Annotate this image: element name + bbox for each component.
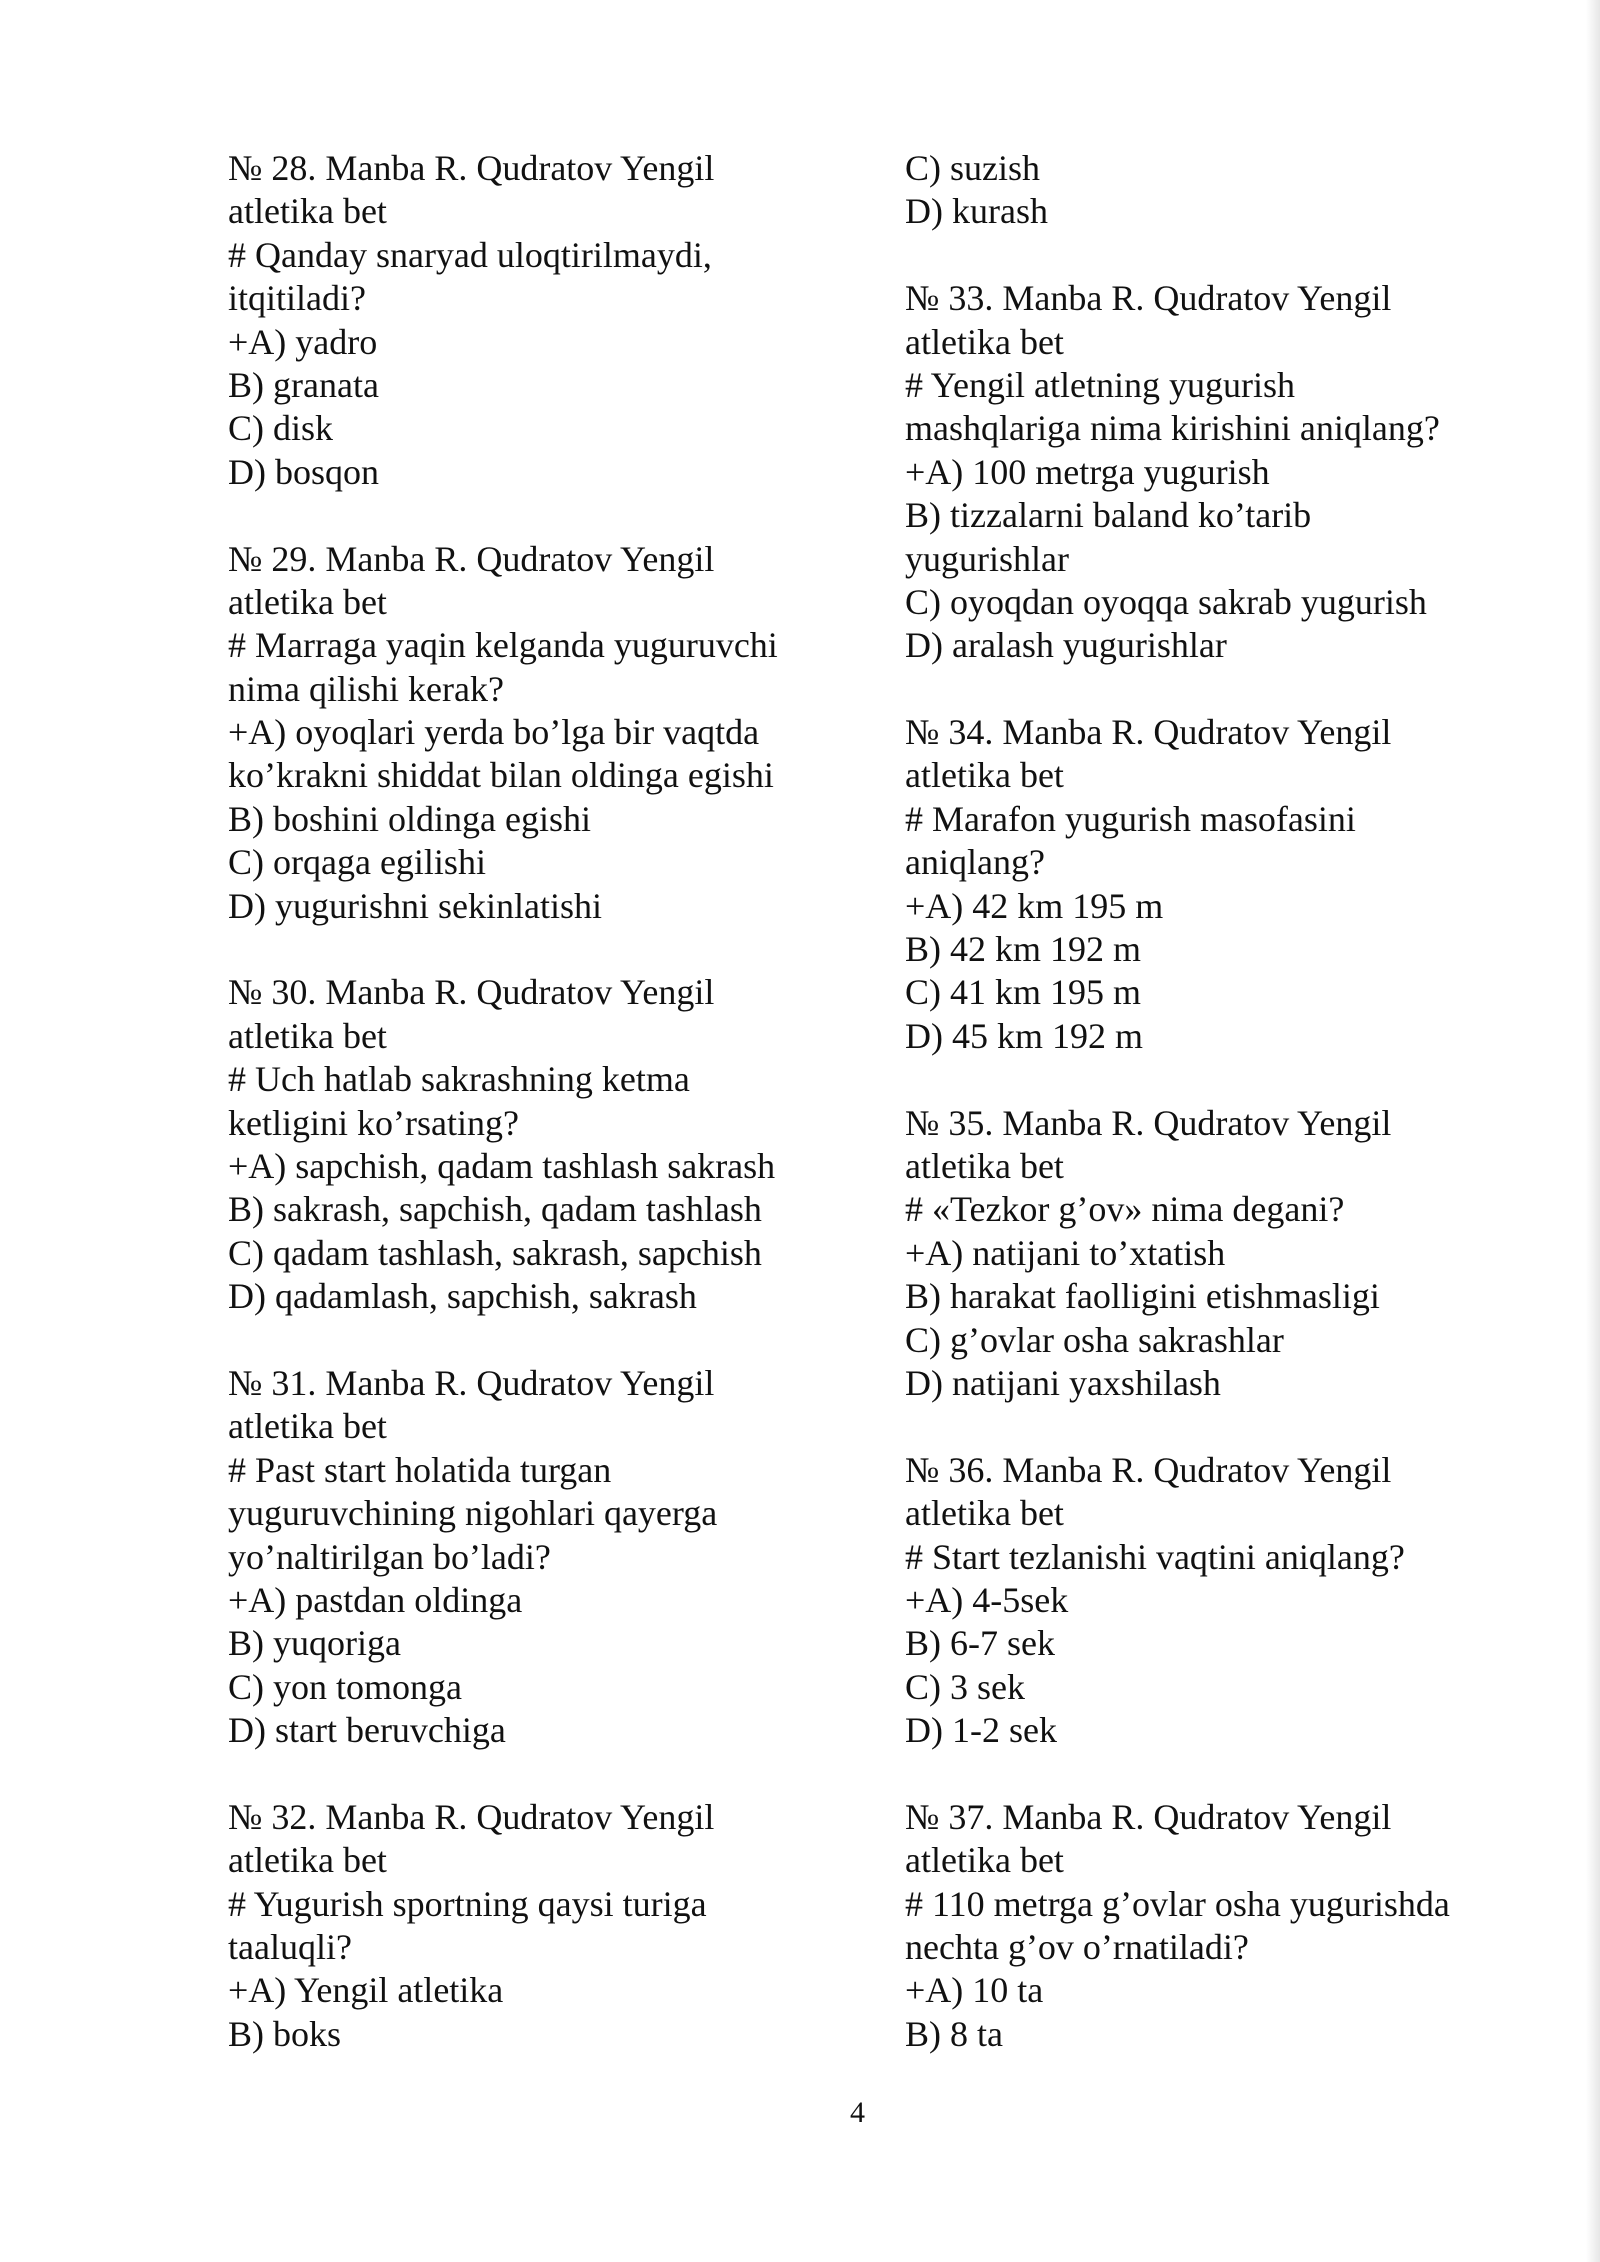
question-source-line: atletika bet	[905, 321, 1064, 362]
block-gap	[228, 1752, 908, 1795]
answer-option-line: +A) 4-5sek	[905, 1579, 1069, 1620]
question-text-line: # Past start holatida turgan	[228, 1449, 612, 1490]
question-text-line: yo’naltirilgan bo’ladi?	[228, 1536, 551, 1577]
answer-option-line: B) harakat faolligini etishmasligi	[905, 1276, 1380, 1317]
block-gap	[228, 928, 908, 971]
answer-option-line: +A) natijani to’xtatish	[905, 1232, 1226, 1273]
right-column	[905, 147, 1585, 2056]
question-block	[905, 1102, 1585, 1406]
answer-option-line: C) 3 sek	[905, 1666, 1025, 1707]
left-column	[228, 147, 908, 2056]
question-text-line: # «Tezkor g’ov» nima degani?	[905, 1189, 1345, 1230]
block-gap	[905, 668, 1585, 711]
question-text-line: # 110 metrga g’ovlar osha yugurishda	[905, 1883, 1450, 1924]
question-text-line: # Qanday snaryad uloqtirilmaydi,	[228, 234, 712, 275]
question-block	[228, 1796, 908, 2056]
answer-option-line: +A) oyoqlari yerda bo’lga bir vaqtda	[228, 712, 760, 753]
answer-option-line: D) kurash	[905, 191, 1048, 232]
question-source-line: № 33. Manba R. Qudratov Yengil	[905, 278, 1392, 319]
answer-option-line: C) disk	[228, 408, 334, 449]
question-block	[905, 1449, 1585, 1753]
answer-option-line: B) 42 km 192 m	[905, 929, 1142, 970]
question-block	[228, 538, 908, 929]
answer-option-line: +A) pastdan oldinga	[228, 1579, 523, 1620]
answer-option-line: yugurishlar	[905, 538, 1069, 579]
answer-option-line: C) orqaga egilishi	[228, 842, 486, 883]
question-text-line: yuguruvchining nigohlari qayerga	[228, 1493, 718, 1534]
answer-option-line: +A) 10 ta	[905, 1970, 1044, 2011]
answer-option-line: C) suzish	[905, 148, 1040, 188]
answer-option-line: D) yugurishni sekinlatishi	[228, 885, 602, 926]
answer-option-line: +A) sapchish, qadam tashlash sakrash	[228, 1145, 776, 1186]
question-text-line: # Yugurish sportning qaysi turiga	[228, 1883, 707, 1924]
answer-option-line: +A) 42 km 195 m	[905, 885, 1164, 926]
question-source-line: № 35. Manba R. Qudratov Yengil	[905, 1102, 1392, 1143]
question-text-line: itqitiladi?	[228, 278, 366, 319]
question-source-line: № 34. Manba R. Qudratov Yengil	[905, 712, 1392, 753]
answer-option-line: D) natijani yaxshilash	[905, 1362, 1221, 1403]
question-text-line: # Start tezlanishi vaqtini aniqlang?	[905, 1536, 1405, 1577]
question-source-line: atletika bet	[228, 1015, 387, 1056]
question-text-line: ketligini ko’rsating?	[228, 1102, 519, 1143]
answer-option-line: C) qadam tashlash, sakrash, sapchish	[228, 1232, 762, 1273]
block-gap	[228, 494, 908, 537]
question-source-line: № 29. Manba R. Qudratov Yengil	[228, 538, 715, 579]
question-source-line: № 28. Manba R. Qudratov Yengil	[228, 148, 715, 188]
answer-option-line: D) bosqon	[228, 451, 379, 492]
question-text-line: taaluqli?	[228, 1927, 352, 1968]
question-block	[905, 1796, 1585, 2056]
question-text-line: # Uch hatlab sakrashning ketma	[228, 1059, 690, 1100]
question-source-line: № 30. Manba R. Qudratov Yengil	[228, 972, 715, 1013]
question-block	[905, 277, 1585, 668]
question-source-line: № 31. Manba R. Qudratov Yengil	[228, 1362, 715, 1403]
answer-option-line: D) 1-2 sek	[905, 1710, 1057, 1751]
question-text-line: aniqlang?	[905, 842, 1045, 883]
answer-option-line: B) boks	[228, 2013, 342, 2054]
question-source-line: atletika bet	[228, 1406, 387, 1447]
answer-option-line: C) yon tomonga	[228, 1666, 462, 1707]
question-text-line: mashqlariga nima kirishini aniqlang?	[905, 408, 1440, 449]
question-text-line: # Yengil atletning yugurish	[905, 364, 1296, 405]
question-block	[228, 971, 908, 1318]
question-text-line: nechta g’ov o’rnatiladi?	[905, 1927, 1249, 1968]
question-source-line: atletika bet	[228, 1840, 387, 1881]
question-source-line: atletika bet	[905, 1840, 1064, 1881]
answer-option-line: B) sakrash, sapchish, qadam tashlash	[228, 1189, 762, 1230]
question-text-line: # Marafon yugurish masofasini	[905, 798, 1356, 839]
answer-option-line: B) tizzalarni baland ko’tarib	[905, 495, 1312, 536]
answer-option-line: C) oyoqdan oyoqqa sakrab yugurish	[905, 581, 1427, 622]
answer-option-line: B) granata	[228, 364, 379, 405]
answer-option-line: D) start beruvchiga	[228, 1710, 506, 1751]
question-text-line: # Marraga yaqin kelganda yuguruvchi	[228, 625, 778, 666]
answer-option-line: +A) Yengil atletika	[228, 1970, 504, 2011]
question-source-line: atletika bet	[905, 1145, 1064, 1186]
answer-option-line: D) qadamlash, sapchish, sakrash	[228, 1276, 697, 1317]
question-block	[905, 147, 1585, 234]
block-gap	[228, 1319, 908, 1362]
page-number: 4	[850, 2096, 865, 2129]
answer-option-line: ko’krakni shiddat bilan oldinga egishi	[228, 755, 774, 796]
answer-option-line: D) aralash yugurishlar	[905, 625, 1227, 666]
block-gap	[905, 1752, 1585, 1795]
question-block	[905, 711, 1585, 1058]
block-gap	[905, 234, 1585, 277]
page-edge-shadow	[1586, 0, 1600, 2262]
answer-option-line: C) 41 km 195 m	[905, 972, 1142, 1013]
question-block	[228, 1362, 908, 1753]
answer-option-line: B) yuqoriga	[228, 1623, 401, 1664]
question-source-line: № 32. Manba R. Qudratov Yengil	[228, 1796, 715, 1837]
question-source-line: atletika bet	[905, 755, 1064, 796]
answer-option-line: +A) yadro	[228, 321, 378, 362]
question-source-line: atletika bet	[905, 1493, 1064, 1534]
answer-option-line: C) g’ovlar osha sakrashlar	[905, 1319, 1284, 1360]
answer-option-line: B) 8 ta	[905, 2013, 1003, 2054]
answer-option-line: B) boshini oldinga egishi	[228, 798, 591, 839]
question-source-line: atletika bet	[228, 581, 387, 622]
block-gap	[905, 1058, 1585, 1101]
answer-option-line: B) 6-7 sek	[905, 1623, 1055, 1664]
question-source-line: № 37. Manba R. Qudratov Yengil	[905, 1796, 1392, 1837]
answer-option-line: +A) 100 metrga yugurish	[905, 451, 1270, 492]
answer-option-line: D) 45 km 192 m	[905, 1015, 1143, 1056]
question-source-line: № 36. Manba R. Qudratov Yengil	[905, 1449, 1392, 1490]
question-text-line: nima qilishi kerak?	[228, 668, 504, 709]
question-source-line: atletika bet	[228, 191, 387, 232]
question-block	[228, 147, 908, 494]
block-gap	[905, 1405, 1585, 1448]
